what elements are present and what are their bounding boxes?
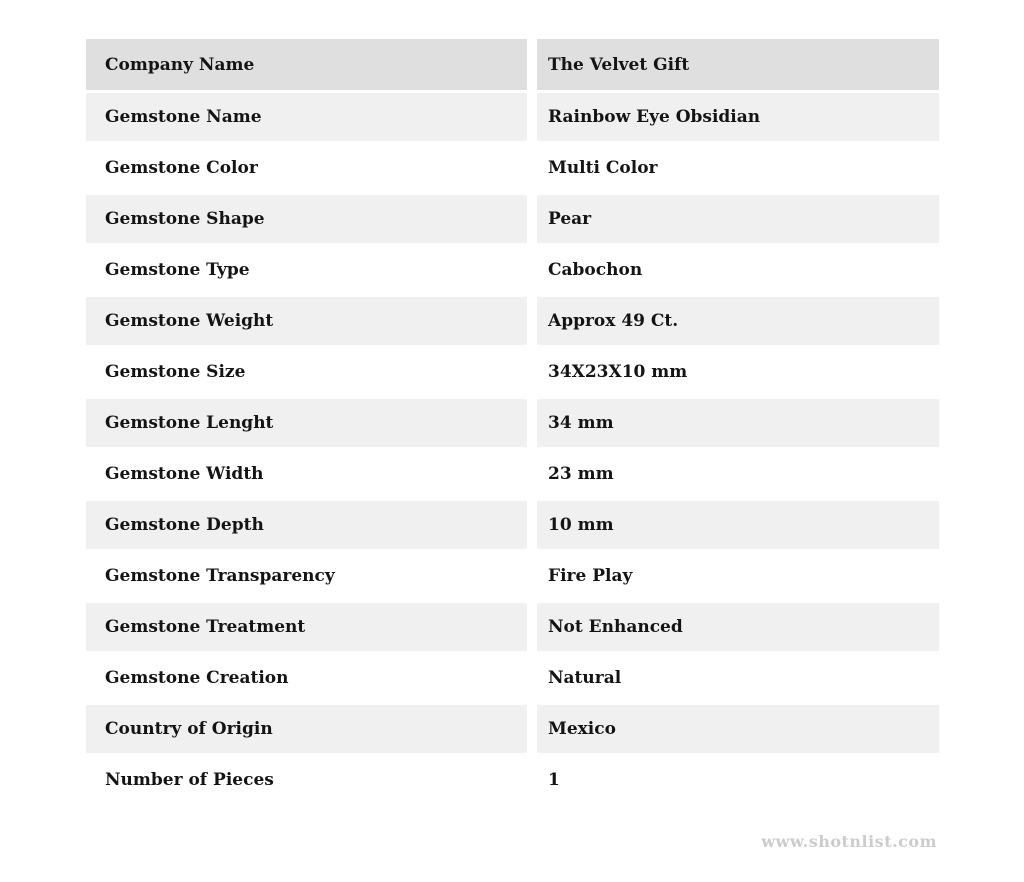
row-value: Pear xyxy=(537,195,939,243)
row-value: Multi Color xyxy=(537,144,939,192)
row-label: Gemstone Size xyxy=(86,348,527,396)
row-label: Gemstone Width xyxy=(86,450,527,498)
table-row xyxy=(86,705,939,753)
row-value: The Velvet Gift xyxy=(537,39,939,90)
row-value: Not Enhanced xyxy=(537,603,939,651)
table-row xyxy=(86,501,939,549)
table-row xyxy=(86,348,939,396)
row-value: 34X23X10 mm xyxy=(537,348,939,396)
table-row xyxy=(86,195,939,243)
row-label: Gemstone Name xyxy=(86,93,527,141)
table-row xyxy=(86,450,939,498)
row-label: Gemstone Depth xyxy=(86,501,527,549)
table-row xyxy=(86,654,939,702)
row-value: 34 mm xyxy=(537,399,939,447)
table-row xyxy=(86,39,939,90)
row-value: Approx 49 Ct. xyxy=(537,297,939,345)
row-label: Gemstone Type xyxy=(86,246,527,294)
table-row xyxy=(86,246,939,294)
row-value: 23 mm xyxy=(537,450,939,498)
row-label: Gemstone Shape xyxy=(86,195,527,243)
row-label: Gemstone Transparency xyxy=(86,552,527,600)
row-label: Gemstone Weight xyxy=(86,297,527,345)
row-value: Rainbow Eye Obsidian xyxy=(537,93,939,141)
row-label: Gemstone Treatment xyxy=(86,603,527,651)
table-row xyxy=(86,603,939,651)
watermark-text: www.shotnlist.com xyxy=(761,832,937,851)
row-value: 1 xyxy=(537,756,939,804)
table-row xyxy=(86,552,939,600)
row-label: Gemstone Creation xyxy=(86,654,527,702)
row-value: Cabochon xyxy=(537,246,939,294)
table-row xyxy=(86,297,939,345)
row-label: Country of Origin xyxy=(86,705,527,753)
table-row xyxy=(86,756,939,804)
table-row xyxy=(86,399,939,447)
spec-table xyxy=(86,39,939,807)
row-value: Mexico xyxy=(537,705,939,753)
table-row xyxy=(86,144,939,192)
row-label: Gemstone Lenght xyxy=(86,399,527,447)
row-label: Gemstone Color xyxy=(86,144,527,192)
row-value: Fire Play xyxy=(537,552,939,600)
row-label: Number of Pieces xyxy=(86,756,527,804)
table-row xyxy=(86,93,939,141)
row-value: 10 mm xyxy=(537,501,939,549)
row-value: Natural xyxy=(537,654,939,702)
row-label: Company Name xyxy=(86,39,527,90)
